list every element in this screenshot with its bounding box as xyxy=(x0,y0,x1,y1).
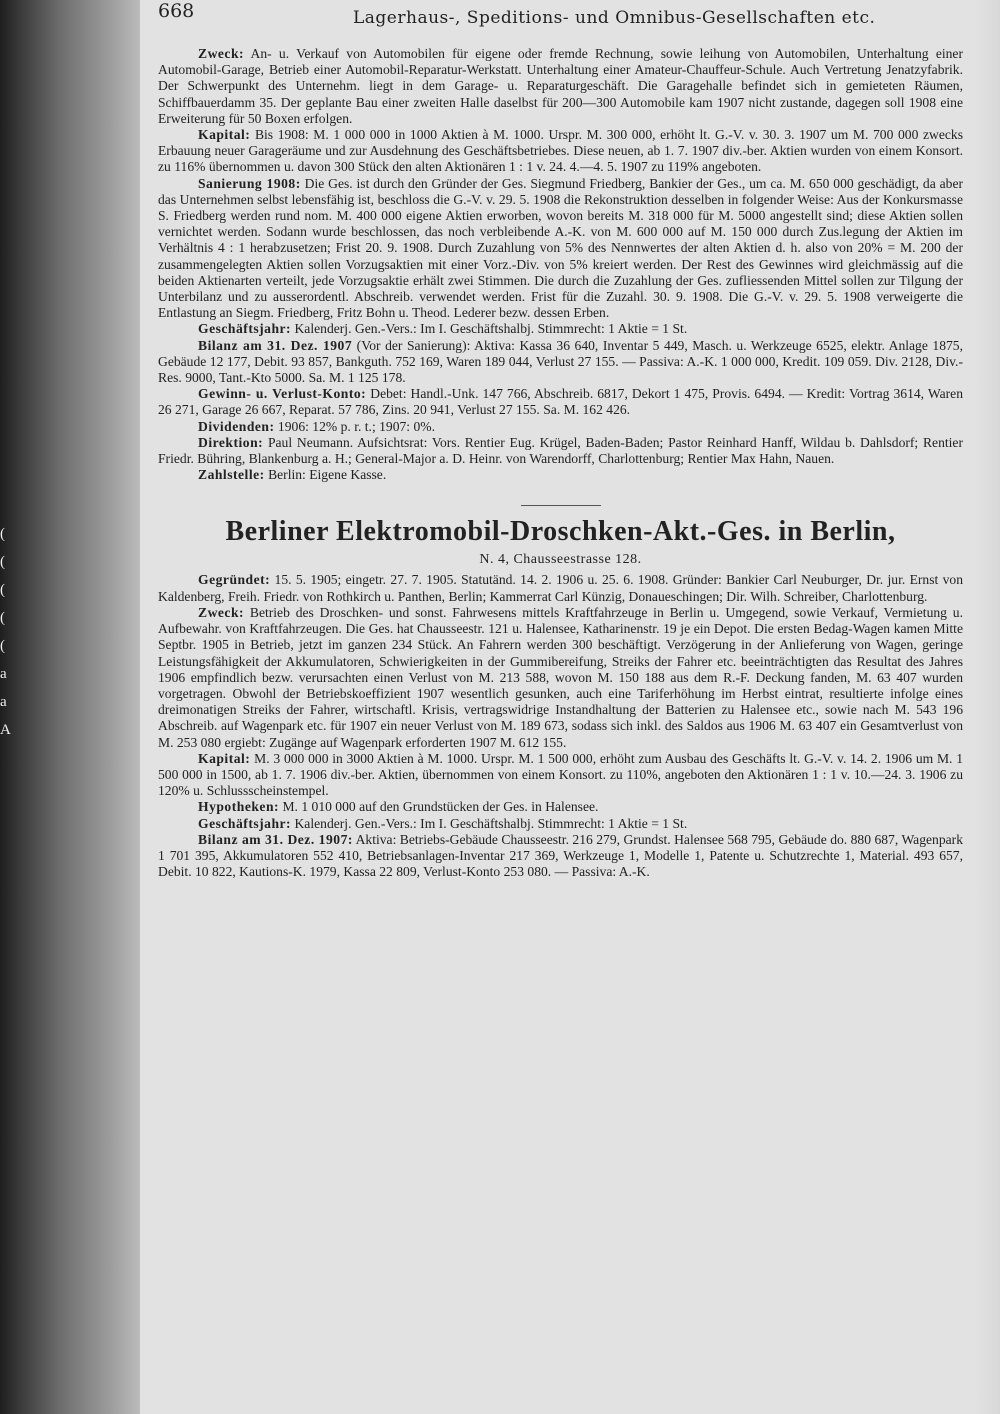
entry-text: 1906: 12% p. r. t.; 1907: 0%. xyxy=(277,418,435,434)
document-page xyxy=(140,0,1000,1414)
entry-paragraph-direktion xyxy=(158,435,963,467)
gutter-mark: ( xyxy=(0,526,5,542)
entry-label: Bilanz am 31. Dez. 1907 xyxy=(198,337,353,353)
entry-label: Dividenden: xyxy=(198,418,275,434)
entry-label: Hypotheken: xyxy=(198,799,280,815)
running-title: Lagerhaus-, Speditions- und Omnibus-Gesellschaften etc. xyxy=(353,8,876,28)
gutter-mark: ( xyxy=(0,554,5,570)
entry-text: Kalenderj. Gen.-Vers.: Im I. Geschäftshalbj. Stimmrecht: 1 Aktie = 1 St. xyxy=(294,321,688,337)
page-number: 668 xyxy=(158,0,195,22)
entry-label: Gegründet: xyxy=(198,572,271,588)
entry-text: M. 1 010 000 auf den Grundstücken der Ges. in Halensee. xyxy=(282,799,599,815)
entry-label: Zweck: xyxy=(198,46,245,61)
running-header xyxy=(158,0,963,40)
entry-text: (Vor der Sanierung): Aktiva: Kassa 36 640, Inventar 5 449, Masch. u. Werkzeuge 6525, elektr. Anlage 1875, Gebäude 12 177, Debit. 93 857, Bankguth. 752 169, Waren 189 044, Verlust 27 155. — Passiva: A.-K. 1 000 000, Kredit. 109 059. Div. 2128, Div.-Res. 9000, Tant.-Kto 5000. Sa. M. 1 125 178. xyxy=(158,337,963,386)
gutter-mark: ( xyxy=(0,610,5,626)
entry-paragraph-zweck xyxy=(158,605,963,751)
company-heading: Berliner Elektromobil-Droschken-Akt.-Ges. in Berlin, xyxy=(225,516,896,548)
entry-text: Betrieb des Droschken- und sonst. Fahrwesens mittels Kraftfahrzeuge in Berlin u. Umgegend, sowie Verkauf, Vermietung u. Aufbewahr. von Kraftfahrzeugen. Die Ges. hat Chausseestr. 121 u. Halensee, Katharinenstr. 19 je ein Depot. Die ersten Bedag-Wagen kamen Mitte Septbr. 1905 in Betrieb, jetzt im ganzen 234 Stück. An Fahrern werden 300 beschäftigt. Verzögerung in der Anlieferung von Wagen, geringe Leistungsfähigkeit der Akkumulatoren, Schwierigkeiten in der Gummibereifung, Streiks der Fahrer etc. beeinträchtigten das Resultat des Jahres 1906 empfindlich bezw. verursachten einen Verlust von M. 213 588, wovon M. 150 188 aus dem R.-F. Deckung fanden, M. 63 407 wurden vorgetragen. Obwohl der Betriebskoeffizient 1907 wesentlich gesunken, auch eine Tariferhöhung im Herbst eintrat, resultierte infolge eines dreimonatigen Streiks der Fahrer, wirtschaftl. Krisis, vertragswidrige Instandhaltung der Batterien zu Halensee etc., sowie nach M. 543 196 Abschreib. auf Wagenpark etc. für 1907 ein neuer Verlust von M. 189 673, sodass sich inkl. des Saldos aus 1906 M. 63 407 ein Gesamtverlust von M. 253 080 ergiebt: Zugänge auf Wagenpark erforderten 1907 M. 612 155. xyxy=(158,604,963,750)
entry-text: An- u. Verkauf von Automobilen für eigene oder fremde Rechnung, sowie leihung von Automobilen, Unterhaltung einer Automobil-Garage, Betrieb einer Automobil-Reparatur-Werkstatt. Unterhaltung einer Amateur-Chauffeur-Schule. Auch Vertretung Jenatzyfabrik. Der Schwerpunkt des Unternehm. liegt in dem Garage- u. Reparaturgeschäft. Die Garagehalle befindet sich in gemieteten Räumen, Schiffbauerdamm 35. Der geplante Bau einer zweiten Halle daselbst für 200—300 Automobile kam 1907 nicht zustande, dagegen soll 1908 eine Erweiterung für 50 Boxen erfolgen. xyxy=(158,46,963,126)
entry-paragraph-gegruendet xyxy=(158,572,963,604)
entry-text: Aktiva: Betriebs-Gebäude Chausseestr. 216 279, Grundst. Halensee 568 795, Gebäude do. 880 687, Wagenpark 1 701 395, Akkumulatoren 552 410, Betriebsanlagen-Inventar 217 369, Werkzeuge 1, Modelle 1, Patente u. Schutzrechte 1, Material. 493 657, Debit. 10 822, Kautions-K. 1979, Kassa 22 809, Verlust-Konto 253 080. — Passiva: A.-K. xyxy=(158,831,963,880)
section-divider xyxy=(521,505,601,506)
entry-paragraph-kapital xyxy=(158,127,963,176)
entry-paragraph-dividenden xyxy=(158,419,963,435)
company-address: N. 4, Chausseestrasse 128. xyxy=(479,552,642,568)
gutter-mark: ( xyxy=(0,582,5,598)
gutter-mark: A xyxy=(0,722,11,738)
entry-label: Bilanz am 31. Dez. 1907: xyxy=(198,831,353,847)
entry-paragraph-sanierung xyxy=(158,176,963,322)
gutter-marks xyxy=(0,520,14,744)
entry-paragraph-bilanz xyxy=(158,832,963,881)
entry-paragraph-bilanz xyxy=(158,338,963,387)
gutter-mark: a xyxy=(0,666,7,682)
entry-label: Geschäftsjahr: xyxy=(198,321,292,337)
entry-label: Direktion: xyxy=(198,434,264,450)
page-content xyxy=(158,0,963,880)
entry-text: Bis 1908: M. 1 000 000 in 1000 Aktien à M. 1000. Urspr. M. 300 000, erhöht lt. G.-V. v. 30. 3. 1907 um M. 700 000 zwecks Erbauung neuer Garageräume und zur Ausdehnung des Geschäftsbetriebes. Diese neuen, ab 1. 7. 1907 div.-ber. Aktien wurden von einem Konsort. zu 116% übernommen u. davon 300 Stück den alten Aktionären 1 : 1 v. 24. 4.—4. 5. 1907 zu 119% angeboten. xyxy=(158,127,963,175)
page-edge-shadow xyxy=(976,0,1000,1414)
company-entry-2 xyxy=(158,516,963,880)
gutter-mark: ( xyxy=(0,638,5,654)
entry-text: 15. 5. 1905; eingetr. 27. 7. 1905. Statutänd. 14. 2. 1906 u. 25. 6. 1908. Gründer: Bankier Carl Neuburger, Dr. jur. Ernst von Kaldenberg, Freih. Friedr. von Rothkirch u. Panthen, Berlin; Kammerrat Carl Künzig, Donaueschingen; Dir. Wilh. Schreiber, Charlottenburg. xyxy=(158,572,963,604)
entry-label: Sanierung 1908: xyxy=(198,175,301,191)
entry-text: Die Ges. ist durch den Gründer der Ges. Siegmund Friedberg, Bankier der Ges., um ca. M. 650 000 geschädigt, da aber das Unternehmen selbst lebensfähig ist, beschloss die G.-V. v. 29. 5. 1908 die Rekonstruktion desselben in folgender Weise: Aus der Konkursmasse S. Friedberg werden rund nom. M. 400 000 eigene Aktien erworben, wovon bereits M. 318 000 für M. 5000 angestellt sind; diese Aktien sollen vernichtet werden. Sodann wurde beschlossen, das noch verbleibende A.-K. von M. 600 000 auf M. 150 000 durch Zus.legung der Aktien im Verhältnis 4 : 1 herabzusetzen; Frist 20. 9. 1908. Durch Zuzahlung von 5% des Nennwertes der alten Aktien d. h. also von 20% = M. 200 der zusammengelegten Aktien sollen Vorzugsaktien mit einer Vorz.-Div. von 5% kreiert werden. Der Rest des Gewinnes wird gleichmässig auf die beiden Aktienarten verteilt, jede Vorzugsaktie erhält zwei Stimmen. Die durch die Zuzahlung der Ges. zufliessenden Mittel sollen zur Tilgung der Unterbilanz und zu ausserordentl. Abschreib. verwendet werden. Frist für die Zuzahl. 30. 9. 1908. Die G.-V. v. 29. 5. 1908 verweigerte die Entlastung an Siegm. Friedberg, Fritz Bohn u. Theod. Lederer bezw. dessen Erben. xyxy=(158,175,963,321)
entry-paragraph-zahlstelle xyxy=(158,467,963,483)
entry-label: Zahlstelle: xyxy=(198,467,265,483)
entry-text: Paul Neumann. Aufsichtsrat: Vors. Rentier Eug. Krügel, Baden-Baden; Pastor Reinhard Hanff, Wildau b. Dahlsdorf; Rentier Friedr. Bühring, Blankenburg a. H.; General-Major a. D. Heinr. von Warendorff, Charlottenburg; Rentier Max Hahn, Nauen. xyxy=(158,434,963,467)
entry-label: Kapital: xyxy=(198,127,251,143)
entry-text: M. 3 000 000 in 3000 Aktien à M. 1000. Urspr. M. 1 500 000, erhöht zum Ausbau des Geschäfts lt. G.-V. v. 14. 2. 1906 um M. 1 500 000 in 1500, ab 1. 7. 1906 div.-ber. Aktien, übernommen von einem Konsort. zu 110%, angeboten den Aktionären 1 : 1 v. 10.—24. 3. 1906 zu 120% u. Schlussscheinstempel. xyxy=(158,750,963,799)
entry-label: Zweck: xyxy=(198,604,245,620)
company-entry-1 xyxy=(158,46,963,483)
entry-label: Geschäftsjahr: xyxy=(198,815,292,831)
book-gutter xyxy=(0,0,150,1414)
entry-label: Kapital: xyxy=(198,750,251,766)
entry-paragraph-kapital xyxy=(158,751,963,800)
entry-label: Gewinn- u. Verlust-Konto: xyxy=(198,386,367,402)
entry-paragraph-hypotheken xyxy=(158,799,963,815)
entry-paragraph-zweck xyxy=(158,46,963,127)
entry-paragraph-gewinn-verlust xyxy=(158,386,963,418)
entry-text: Debet: Handl.-Unk. 147 766, Abschreib. 6817, Dekort 1 475, Provis. 6494. — Kredit: Vortrag 3614, Waren 26 271, Garage 26 667, Reparat. 57 786, Zins. 20 941, Verlust 27 155. Sa. M. 162 426. xyxy=(158,386,963,418)
entry-paragraph-geschaeftsjahr xyxy=(158,321,963,337)
entry-text: Berlin: Eigene Kasse. xyxy=(268,467,387,483)
entry-text: Kalenderj. Gen.-Vers.: Im I. Geschäftshalbj. Stimmrecht: 1 Aktie = 1 St. xyxy=(294,815,688,831)
entry-paragraph-geschaeftsjahr xyxy=(158,816,963,832)
gutter-mark: a xyxy=(0,694,7,710)
